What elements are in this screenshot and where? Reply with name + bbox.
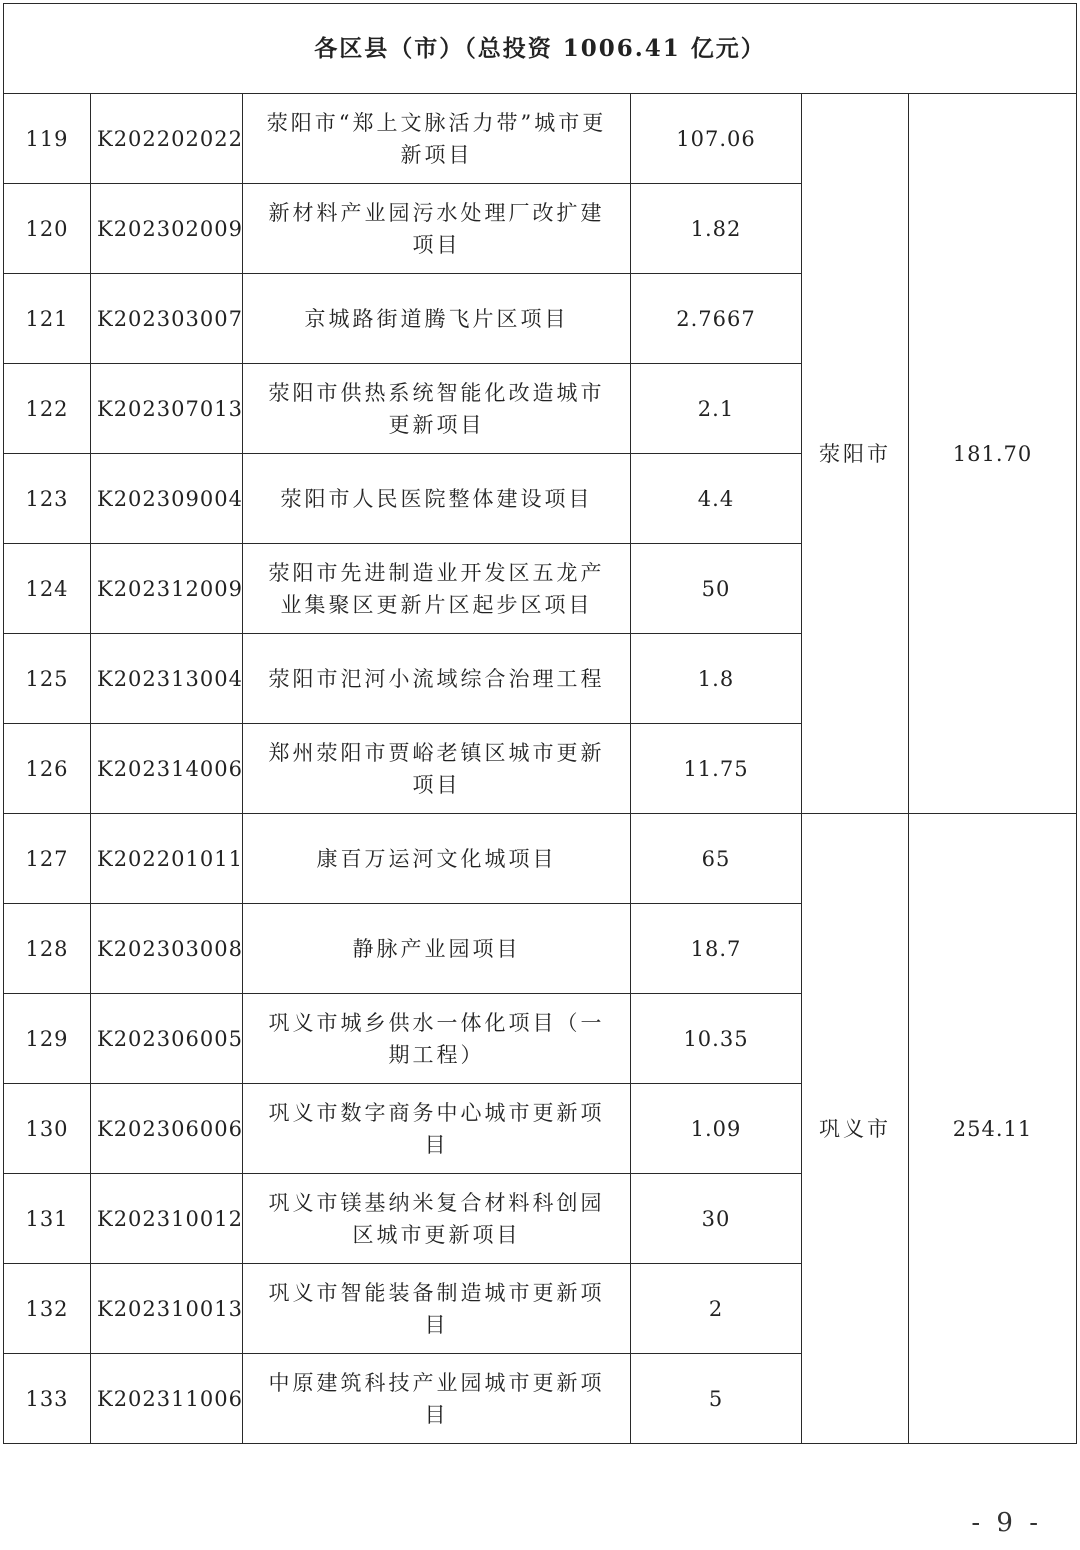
project-amount: 65 <box>631 814 802 904</box>
project-name: 中原建筑科技产业园城市更新项目 <box>243 1354 631 1444</box>
project-code: K202309004 <box>91 454 243 544</box>
project-amount: 18.7 <box>631 904 802 994</box>
project-name: 郑州荥阳市贾峪老镇区城市更新项目 <box>243 724 631 814</box>
project-code: K202306005 <box>91 994 243 1084</box>
project-name: 京城路街道腾飞片区项目 <box>243 274 631 364</box>
project-code: K202310013 <box>91 1264 243 1354</box>
project-name: 新材料产业园污水处理厂改扩建项目 <box>243 184 631 274</box>
project-code: K202310012 <box>91 1174 243 1264</box>
project-amount: 2.7667 <box>631 274 802 364</box>
project-code: K202302009 <box>91 184 243 274</box>
region-name: 巩义市 <box>802 814 909 1444</box>
table-header: 各区县（市）（总投资 1006.41 亿元） <box>4 4 1077 94</box>
row-number: 126 <box>4 724 91 814</box>
row-number: 120 <box>4 184 91 274</box>
project-code: K202307013 <box>91 364 243 454</box>
project-table <box>3 3 1077 1444</box>
project-amount: 10.35 <box>631 994 802 1084</box>
project-name: 巩义市数字商务中心城市更新项目 <box>243 1084 631 1174</box>
table-row <box>4 94 1077 184</box>
project-name: 荥阳市“郑上文脉活力带”城市更新项目 <box>243 94 631 184</box>
row-number: 125 <box>4 634 91 724</box>
project-name: 康百万运河文化城项目 <box>243 814 631 904</box>
row-number: 130 <box>4 1084 91 1174</box>
region-total: 254.11 <box>909 814 1077 1444</box>
project-name: 荥阳市汜河小流域综合治理工程 <box>243 634 631 724</box>
project-amount: 2 <box>631 1264 802 1354</box>
row-number: 127 <box>4 814 91 904</box>
table-row <box>4 814 1077 904</box>
project-code: K202306006 <box>91 1084 243 1174</box>
project-amount: 5 <box>631 1354 802 1444</box>
project-amount: 4.4 <box>631 454 802 544</box>
project-code: K202311006 <box>91 1354 243 1444</box>
row-number: 132 <box>4 1264 91 1354</box>
project-name: 巩义市智能装备制造城市更新项目 <box>243 1264 631 1354</box>
project-name: 巩义市城乡供水一体化项目（一期工程） <box>243 994 631 1084</box>
project-amount: 11.75 <box>631 724 802 814</box>
row-number: 131 <box>4 1174 91 1264</box>
project-amount: 1.8 <box>631 634 802 724</box>
project-code: K202314006 <box>91 724 243 814</box>
row-number: 124 <box>4 544 91 634</box>
project-name: 静脉产业园项目 <box>243 904 631 994</box>
project-code: K202303007 <box>91 274 243 364</box>
row-number: 129 <box>4 994 91 1084</box>
table-header-row <box>4 4 1077 94</box>
page-number: - 9 - <box>971 1508 1042 1538</box>
project-code: K202202022 <box>91 94 243 184</box>
project-amount: 30 <box>631 1174 802 1264</box>
project-name: 巩义市镁基纳米复合材料科创园区城市更新项目 <box>243 1174 631 1264</box>
region-name: 荥阳市 <box>802 94 909 814</box>
region-total: 181.70 <box>909 94 1077 814</box>
row-number: 128 <box>4 904 91 994</box>
project-code: K202201011 <box>91 814 243 904</box>
project-name: 荥阳市先进制造业开发区五龙产业集聚区更新片区起步区项目 <box>243 544 631 634</box>
project-code: K202313004 <box>91 634 243 724</box>
project-code: K202303008 <box>91 904 243 994</box>
row-number: 119 <box>4 94 91 184</box>
row-number: 133 <box>4 1354 91 1444</box>
row-number: 121 <box>4 274 91 364</box>
row-number: 122 <box>4 364 91 454</box>
project-amount: 1.82 <box>631 184 802 274</box>
row-number: 123 <box>4 454 91 544</box>
project-code: K202312009 <box>91 544 243 634</box>
project-amount: 2.1 <box>631 364 802 454</box>
project-amount: 1.09 <box>631 1084 802 1174</box>
project-name: 荥阳市人民医院整体建设项目 <box>243 454 631 544</box>
project-amount: 107.06 <box>631 94 802 184</box>
project-name: 荥阳市供热系统智能化改造城市更新项目 <box>243 364 631 454</box>
project-amount: 50 <box>631 544 802 634</box>
